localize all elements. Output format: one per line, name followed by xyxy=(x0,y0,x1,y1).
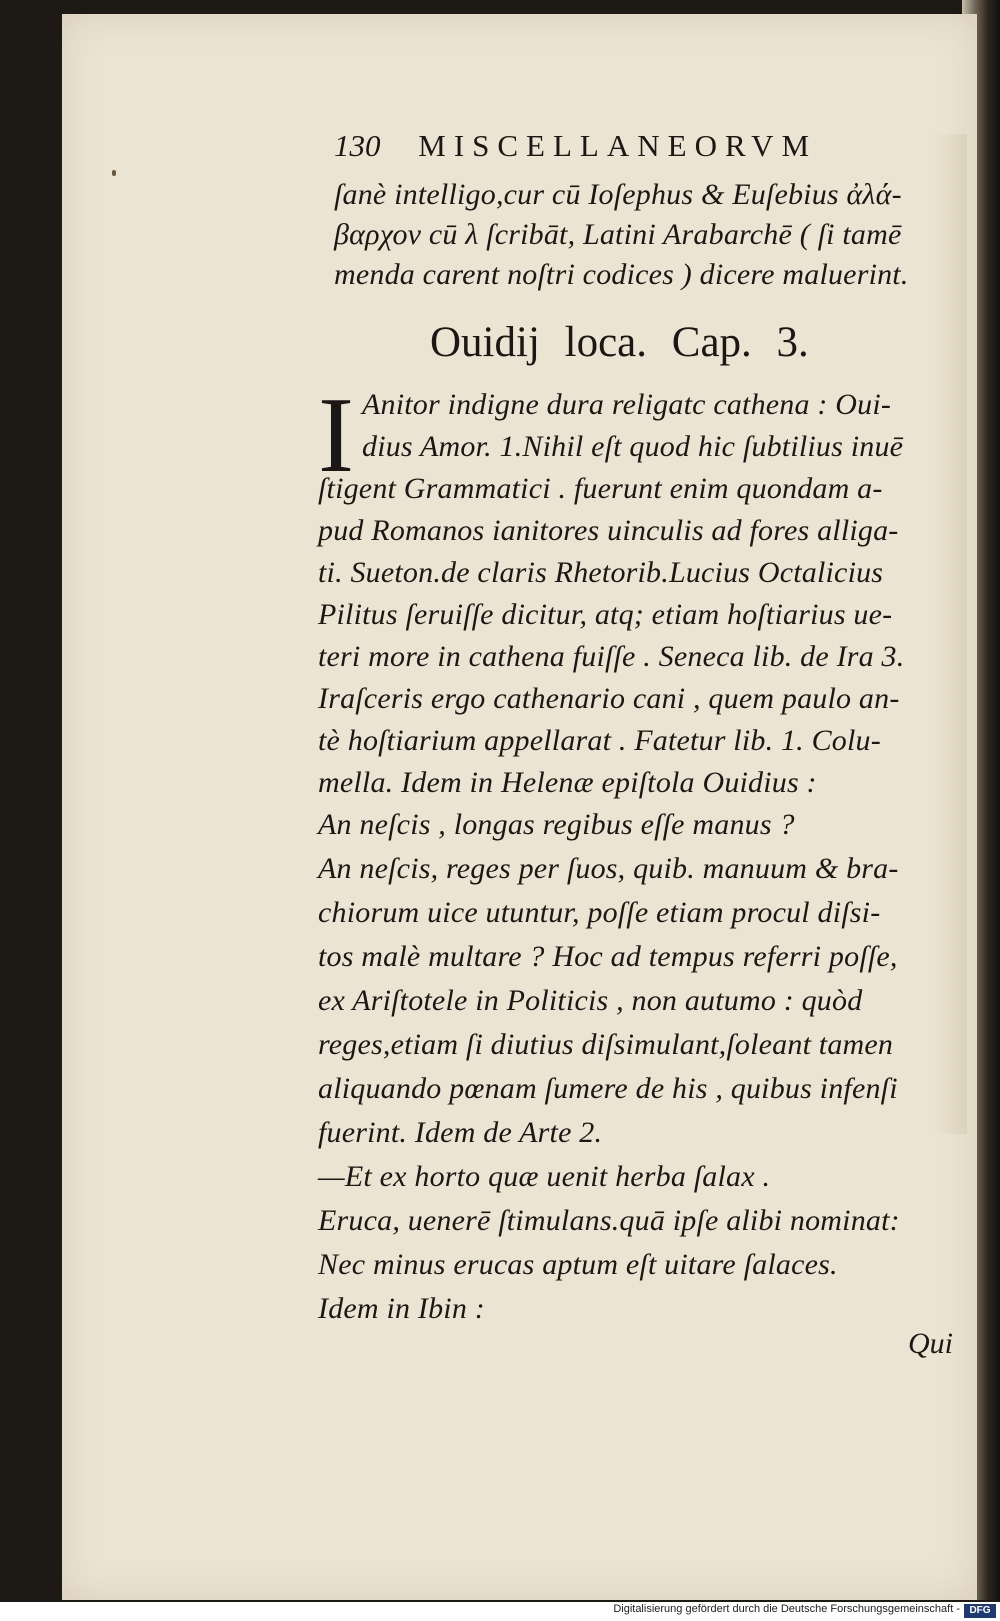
text-line: dius Amor. 1.Nihil eſt quod hic ſubtilius inuē xyxy=(362,430,904,463)
text-line: chiorum uice utuntur, poſſe etiam procul diſsi- xyxy=(318,896,881,929)
dfg-logo: DFG xyxy=(964,1604,996,1618)
text-line: An neſcis, reges per ſuos, quib. manuum & bra- xyxy=(318,852,899,885)
ink-mark xyxy=(112,170,116,176)
text-line: teri more in cathena fuiſſe . Seneca lib. de Ira 3. xyxy=(318,640,905,673)
text-line: Iraſceris ergo cathenario cani , quem paulo an- xyxy=(318,682,900,715)
text-line: fuerint. Idem de Arte 2. xyxy=(318,1116,603,1149)
page-edge-shading xyxy=(932,134,967,1134)
text-line: ſtigent Grammatici . fuerunt enim quondam a- xyxy=(318,472,883,505)
text-line: mella. Idem in Helenæ epiſtola Ouidius : xyxy=(318,766,817,799)
verse-line: Nec minus erucas aptum eſt uitare ſalaces. xyxy=(318,1248,838,1281)
funding-credit: Digitalisierung gefördert durch die Deutsche Forschungsgemeinschaft - xyxy=(613,1603,960,1615)
text-line: Eruca, uenerē ſtimulans.quā ipſe alibi nominat: xyxy=(318,1204,900,1237)
verse-line: —Et ex horto quæ uenit herba ſalax . xyxy=(318,1160,771,1193)
running-head xyxy=(334,128,954,174)
text-line: aliquando pœnam ſumere de his , quibus infenſi xyxy=(318,1072,898,1105)
catchword: Qui xyxy=(908,1327,953,1360)
folio-number: 130 xyxy=(334,128,381,163)
text-line: ti. Sueton.de claris Rhetorib.Lucius Octalicius xyxy=(318,556,884,589)
drop-initial: I xyxy=(318,376,354,495)
text-line: Idem in Ibin : xyxy=(318,1292,485,1325)
text-line: Anitor indigne dura religatc cathena : Oui- xyxy=(362,388,892,421)
text-line: ex Ariſtotele in Politicis , non autumo : quòd xyxy=(318,984,863,1017)
text-line: menda carent noſtri codices ) dicere maluerint. xyxy=(334,258,909,291)
verse-line: An neſcis , longas regibus eſſe manus ? xyxy=(318,808,795,841)
chapter-heading: Ouidij loca. Cap. 3. xyxy=(430,319,809,366)
text-line: ſanè intelligo,cur cū Ioſephus & Euſebius ἀλά- xyxy=(334,178,902,211)
text-line: βαρχον cū λ ſcribāt, Latini Arabarchē ( ſi tamē xyxy=(334,218,902,251)
text-line: Pilitus ſeruiſſe dicitur, atq; etiam hoſtiarius ue- xyxy=(318,598,893,631)
text-line: tè hoſtiarium appellarat . Fatetur lib. 1. Colu- xyxy=(318,724,881,757)
text-line: pud Romanos ianitores uinculis ad fores alliga- xyxy=(318,514,899,547)
running-head-title: MISCELLANEORVM xyxy=(418,128,818,163)
text-line: tos malè multare ? Hoc ad tempus referri poſſe, xyxy=(318,940,898,973)
text-line: reges,etiam ſi diutius diſsimulant,ſoleant tamen xyxy=(318,1028,894,1061)
